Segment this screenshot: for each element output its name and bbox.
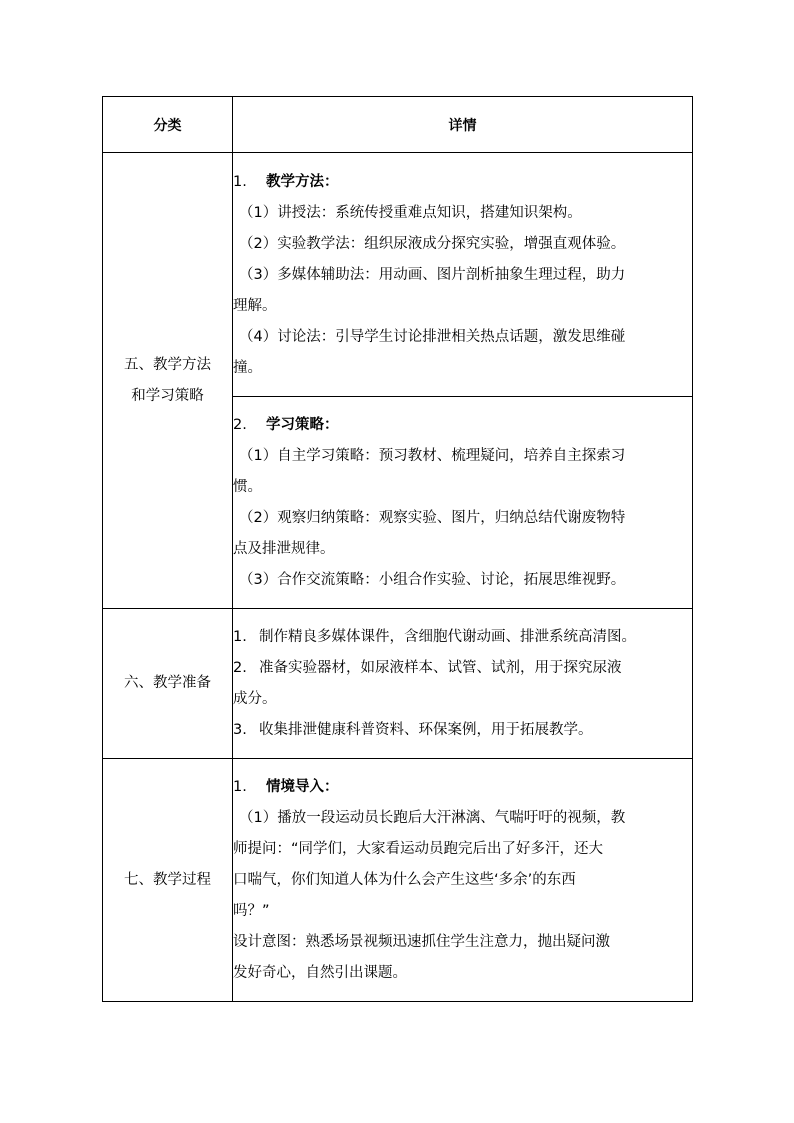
- section-5-methods-row: [103, 153, 693, 397]
- design-intent-line: 设计意图：熟悉场景视频迅速抓住学生注意力，抛出疑问激: [233, 934, 610, 950]
- method-item: （1）讲授法：系统传授重难点知识，搭建知识架构。: [239, 204, 582, 221]
- section-6-row: [103, 609, 693, 759]
- teaching-methods-heading: 1. 教学方法：: [233, 173, 339, 190]
- section-7-category: 七、教学过程: [103, 759, 233, 1002]
- teaching-methods-cell: [233, 153, 693, 397]
- strategy-item: （3）合作交流策略：小组合作实验、讨论，拓展思维视野。: [239, 572, 626, 588]
- strategy-item-cont: 惯。: [233, 479, 262, 495]
- method-item: （2）实验教学法：组织尿液成分探究实验，增强直观体验。: [239, 235, 626, 252]
- header-details: 详情: [233, 97, 693, 153]
- method-item: （3）多媒体辅助法：用动画、图片剖析抽象生理过程，助力: [239, 266, 626, 283]
- prep-item: 3. 收集排泄健康科普资料、环保案例，用于拓展教学。: [233, 722, 593, 738]
- header-category: 分类: [103, 97, 233, 153]
- process-line: 口喘气，你们知道人体为什么会产生这些‘多余’的东西: [233, 872, 576, 888]
- strategy-item-cont: 点及排泄规律。: [233, 541, 335, 557]
- process-line: （1）播放一段运动员长跑后大汗淋漓、气喘吁吁的视频，教: [239, 810, 626, 826]
- section-5-category: 五、教学方法 和学习策略: [103, 153, 233, 609]
- lesson-plan-table: [102, 96, 693, 1002]
- design-intent-line: 发好奇心，自然引出课题。: [233, 965, 407, 981]
- section-6-category: 六、教学准备: [103, 609, 233, 759]
- method-item-cont: 撞。: [233, 359, 262, 376]
- strategy-item: （1）自主学习策略：预习教材、梳理疑问，培养自主探索习: [239, 448, 626, 464]
- strategy-item: （2）观察归纳策略：观察实验、图片，归纳总结代谢废物特: [239, 510, 626, 526]
- section-7-row: [103, 759, 693, 1002]
- prep-item-cont: 成分。: [233, 691, 277, 707]
- teaching-process-cell: [233, 759, 693, 1002]
- method-item: （4）讨论法：引导学生讨论排泄相关热点话题，激发思维碰: [239, 328, 626, 345]
- teaching-preparation-cell: [233, 609, 693, 759]
- header-row: [103, 97, 693, 153]
- method-item-cont: 理解。: [233, 297, 277, 314]
- learning-strategies-cell: [233, 397, 693, 609]
- scenario-intro-heading: 1. 情境导入：: [233, 779, 339, 795]
- prep-item: 2. 准备实验器材，如尿液样本、试管、试剂，用于探究尿液: [233, 660, 622, 676]
- prep-item: 1. 制作精良多媒体课件，含细胞代谢动画、排泄系统高清图。: [233, 629, 636, 645]
- learning-strategies-heading: 2. 学习策略：: [233, 417, 339, 433]
- process-line: 吗？”: [233, 903, 270, 919]
- process-line: 师提问：“同学们，大家看运动员跑完后出了好多汗，还大: [233, 841, 604, 857]
